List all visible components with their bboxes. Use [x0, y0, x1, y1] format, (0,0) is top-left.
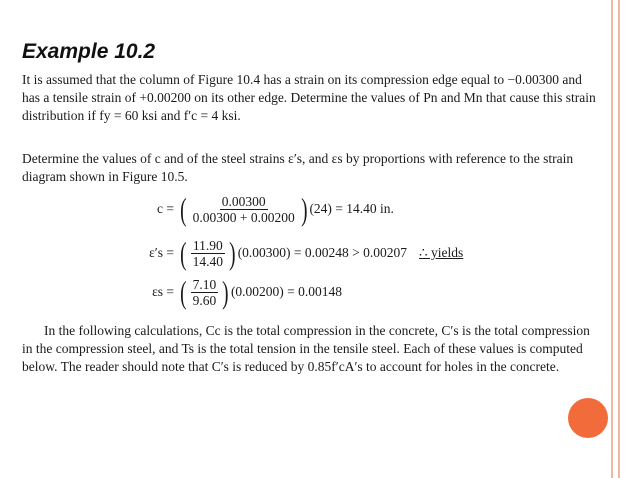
slide-frame-right [607, 0, 638, 478]
equation-tension-strain-lhs: εs = [152, 284, 174, 299]
equation-compression-strain-rhs: (0.00300) = 0.00248 > 0.00207 [237, 245, 408, 260]
frame-line-inner [618, 0, 620, 478]
equation-compression-strain-denominator: 14.40 [192, 253, 224, 269]
equation-tension-strain-denominator: 9.60 [192, 292, 217, 308]
equation-c: c = ( $\frac{0.00300}{0.00300 + 0.00200}$ ) (24) = 14.40 in. [140, 193, 394, 225]
calculation-paragraph: In the following calculations, Cc is the total compression in the concrete, C′s is the total compression in the compression steel, and Ts is the total tension in the tensile steel. Each of these values is computed below. The reader should note that C′s is reduced by 0.85f′cA′s to account for holes in the concrete. [22, 323, 590, 374]
equation-tension-strain-numerator: 7.10 [192, 276, 217, 292]
equation-c-rhs: (24) = 14.40 in. [309, 201, 394, 216]
equation-c-lhs: c = [157, 201, 174, 216]
equation-compression-strain-numerator: 11.90 [192, 237, 223, 253]
equation-tension-strain-rhs: (0.00200) = 0.00148 [230, 284, 343, 299]
instruction-paragraph: Determine the values of c and of the steel strains ε′s, and εs by proportions with reference to the strain diagram shown in Figure 10.5. [22, 151, 574, 184]
equation-c-fraction [191, 194, 297, 225]
equation-compression-strain-lhs: ε′s = [149, 245, 174, 260]
slide-title: Example 10.2 [22, 40, 156, 63]
frame-line-outer [611, 0, 613, 478]
problem-statement: It is assumed that the column of Figure 10.4 has a strain on its compression edge equal to −0.00300 and has a tensile strain of +0.00200 on its other edge. Determine the values of Pn and Mn that cause this strain distribution if fy = 60 ksi and f′c = 4 ksi. [22, 72, 596, 123]
equation-tension-strain: εs = ( $\frac{7.10}{9.60}$ ) (0.00200) = 0.00148 [140, 276, 342, 308]
equation-compression-strain: ε′s = ( $\frac{11.90}{14.40}$ ) (0.00300) = 0.00248 > 0.00207 ∴ yields [140, 237, 463, 269]
equation-c-numerator: 0.00300 [221, 193, 266, 209]
equation-compression-strain-fraction [191, 238, 225, 269]
decorative-circle [568, 398, 608, 438]
equation-c-denominator: 0.00300 + 0.00200 [192, 209, 295, 225]
yields-note: ∴ yields [419, 245, 464, 260]
equation-tension-strain-fraction [191, 277, 219, 308]
